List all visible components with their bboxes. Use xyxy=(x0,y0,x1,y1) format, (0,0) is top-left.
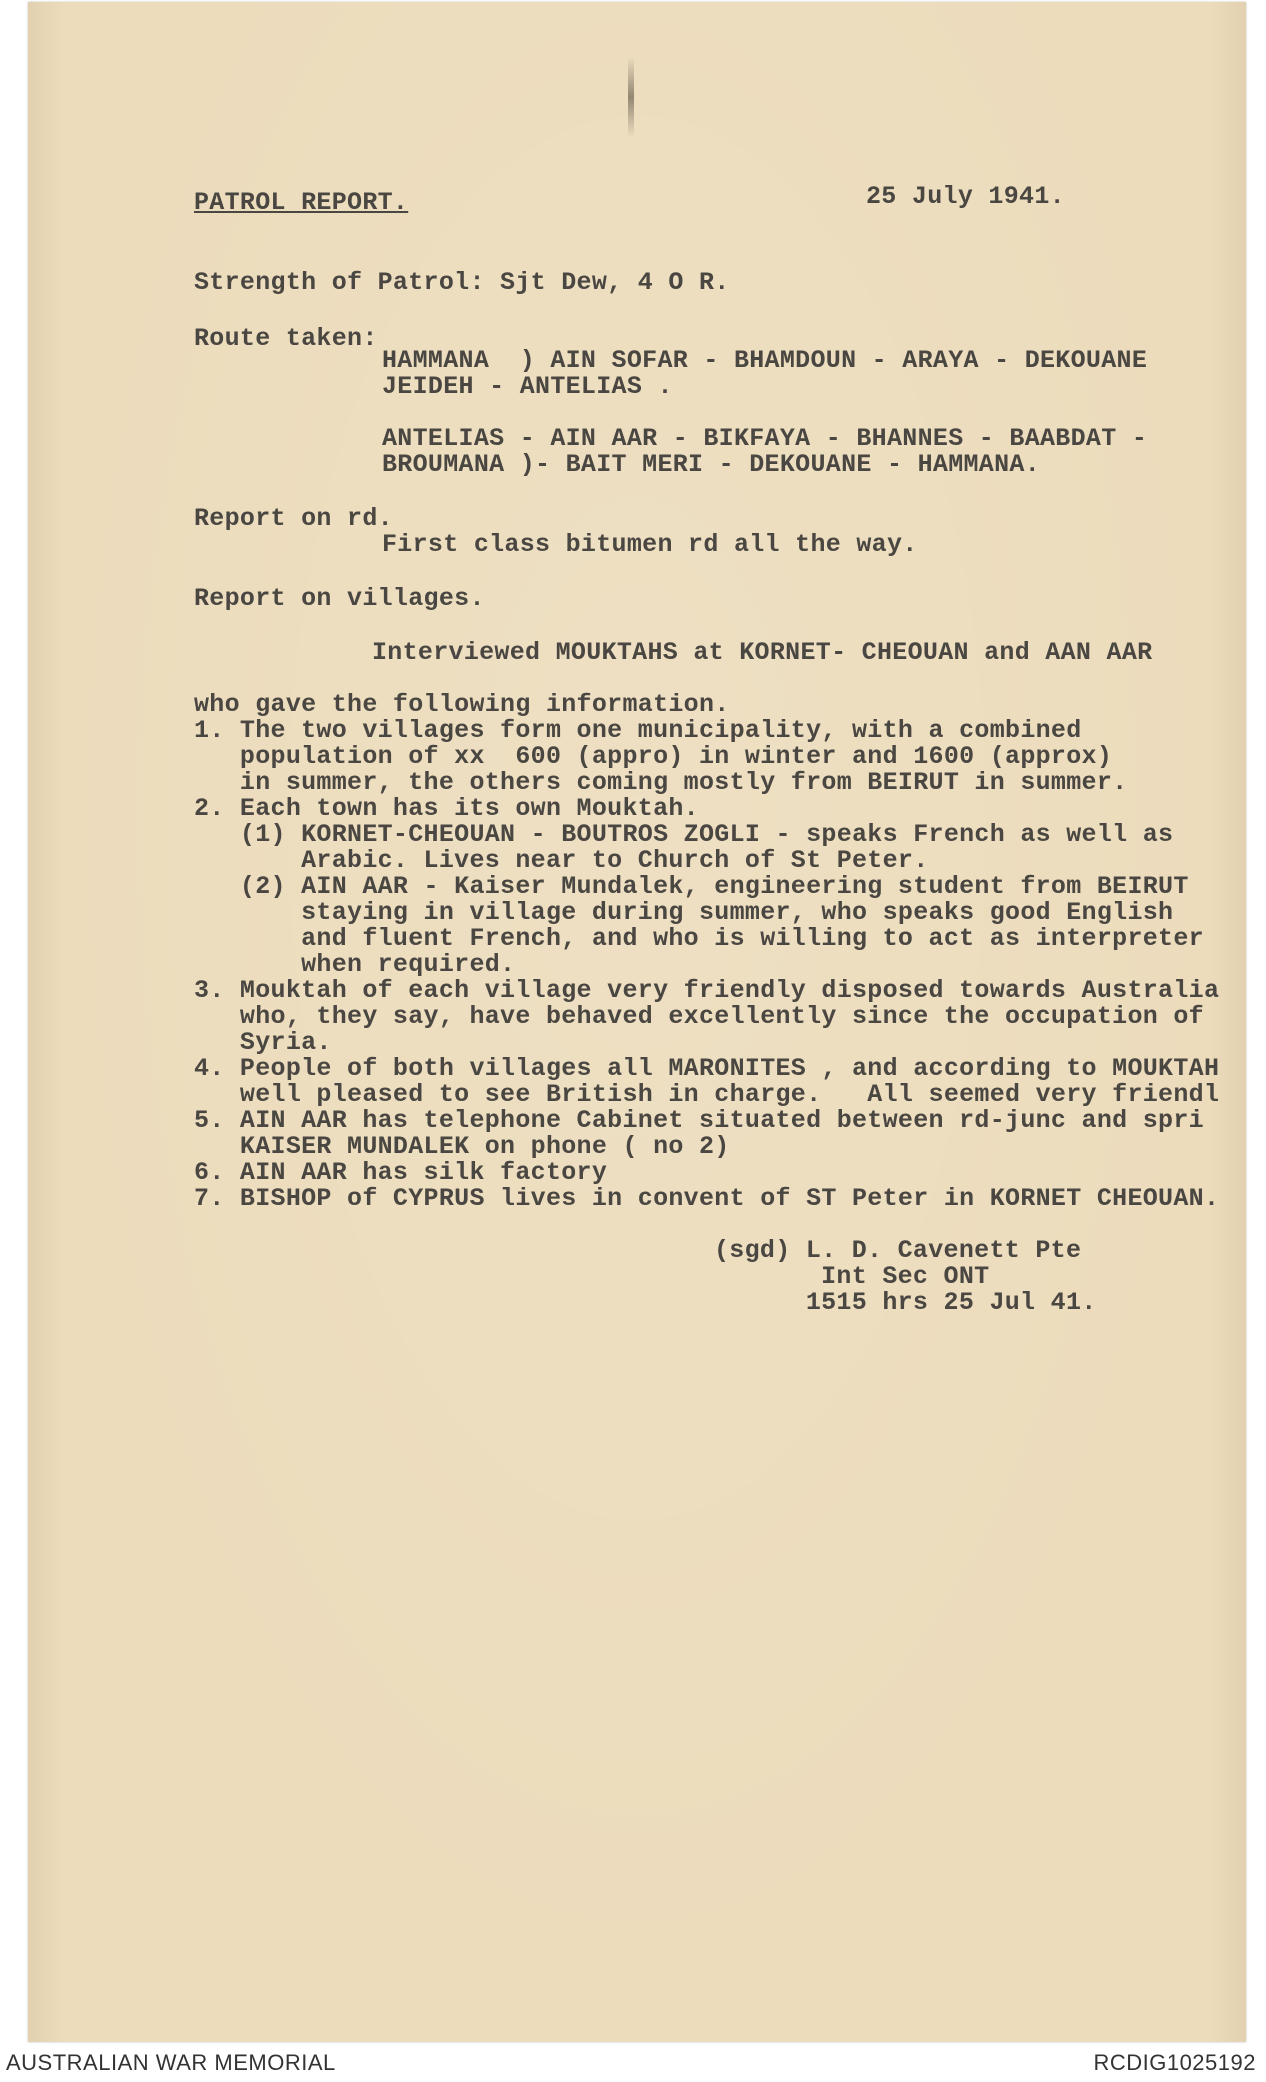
info-line: 4. People of both villages all MARONITES , and according to MOUKTAH xyxy=(194,1054,1220,1083)
route-line: BROUMANA )- BAIT MERI - DEKOUANE - HAMMANA. xyxy=(382,450,1041,479)
info-line: Syria. xyxy=(194,1028,332,1057)
info-line: who, they say, have behaved excellently since the occupation of xyxy=(194,1002,1204,1031)
signature-line: (sgd) L. D. Cavenett Pte xyxy=(714,1236,1082,1265)
document-page xyxy=(28,2,1246,2042)
route-label: Route taken: xyxy=(194,324,378,353)
info-line: and fluent French, and who is willing to act as interpreter xyxy=(194,924,1204,953)
info-line: 1. The two villages form one municipality, with a combined xyxy=(194,716,1082,745)
info-line: when required. xyxy=(194,950,516,979)
footer-institution: AUSTRALIAN WAR MEMORIAL xyxy=(6,2050,336,2075)
info-line: 3. Mouktah of each village very friendly disposed towards Australia xyxy=(194,976,1220,1005)
info-line: in summer, the others coming mostly from BEIRUT in summer. xyxy=(194,768,1128,797)
footer-record-id: RCDIG1025192 xyxy=(1093,2050,1256,2075)
report-rd-text: First class bitumen rd all the way. xyxy=(382,530,918,559)
staple-crease xyxy=(628,57,634,137)
interviewed-line: Interviewed MOUKTAHS at KORNET- CHEOUAN and AAN AAR xyxy=(372,638,1153,667)
report-title: PATROL REPORT. xyxy=(194,188,409,217)
report-date: 25 July 1941. xyxy=(866,182,1065,211)
info-line: Arabic. Lives near to Church of St Peter. xyxy=(194,846,929,875)
info-line: well pleased to see British in charge. All seemed very friendl xyxy=(194,1080,1220,1109)
info-line: (2) AIN AAR - Kaiser Mundalek, engineering student from BEIRUT xyxy=(194,872,1189,901)
report-rd-label: Report on rd. xyxy=(194,504,393,533)
patrol-strength: Strength of Patrol: Sjt Dew, 4 O R. xyxy=(194,268,730,297)
route-line: ANTELIAS - AIN AAR - BIKFAYA - BHANNES - BAABDAT - xyxy=(382,424,1148,453)
info-line: who gave the following information. xyxy=(194,690,730,719)
signature-line: 1515 hrs 25 Jul 41. xyxy=(714,1288,1097,1317)
signature-line: Int Sec ONT xyxy=(714,1262,990,1291)
info-line: 7. BISHOP of CYPRUS lives in convent of ST Peter in KORNET CHEOUAN. xyxy=(194,1184,1220,1213)
info-line: KAISER MUNDALEK on phone ( no 2) xyxy=(194,1132,730,1161)
info-line: staying in village during summer, who speaks good English xyxy=(194,898,1174,927)
route-line: HAMMANA ) AIN SOFAR - BHAMDOUN - ARAYA - DEKOUANE xyxy=(382,346,1148,375)
report-villages-label: Report on villages. xyxy=(194,584,485,613)
info-line: (1) KORNET-CHEOUAN - BOUTROS ZOGLI - speaks French as well as xyxy=(194,820,1174,849)
info-line: 2. Each town has its own Mouktah. xyxy=(194,794,699,823)
info-line: population of xx 600 (appro) in winter and 1600 (approx) xyxy=(194,742,1113,771)
info-line: 5. AIN AAR has telephone Cabinet situated between rd-junc and spri xyxy=(194,1106,1204,1135)
route-line: JEIDEH - ANTELIAS . xyxy=(382,372,673,401)
info-line: 6. AIN AAR has silk factory xyxy=(194,1158,608,1187)
